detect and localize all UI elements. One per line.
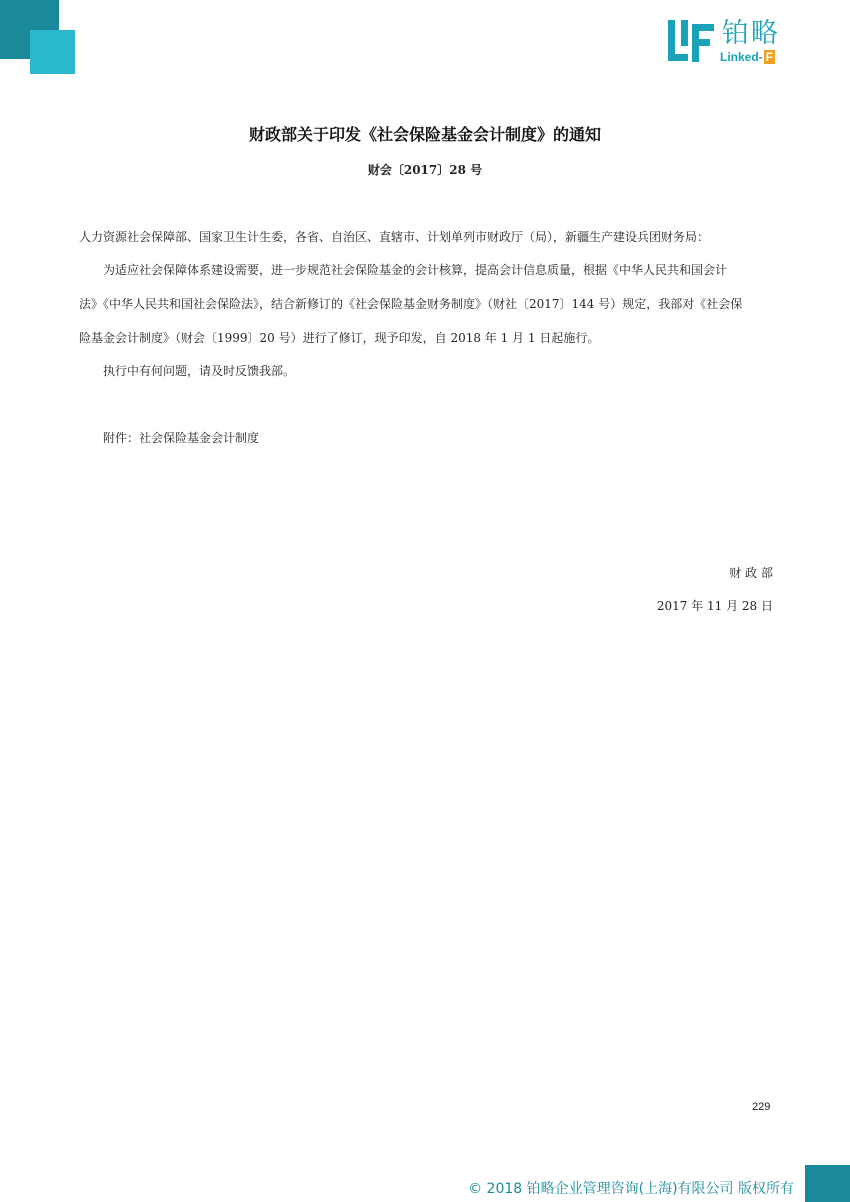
issuer-signature: 财 政 部 bbox=[729, 566, 773, 580]
footer-decoration-block bbox=[805, 1165, 850, 1202]
linked-f-logo bbox=[668, 18, 798, 68]
corner-decoration-light bbox=[30, 30, 75, 74]
issue-date: 2017 年 11 月 28 日 bbox=[656, 599, 773, 613]
page-number: 229 bbox=[752, 1101, 771, 1113]
logo-chinese-text: 铂略 bbox=[722, 18, 780, 49]
logo-english-suffix: F bbox=[765, 50, 774, 64]
body-line-1: 为适应社会保障体系建设需要，进一步规范社会保险基金的会计核算，提高会计信息质量，根据《中华人民共和国会计 bbox=[103, 263, 728, 277]
logo-english-prefix: Linked- bbox=[720, 50, 763, 64]
logo-english-text bbox=[720, 50, 775, 64]
attachment-line: 附件：社会保险基金会计制度 bbox=[103, 431, 260, 445]
document-number: 财会〔2017〕28 号 bbox=[367, 163, 483, 177]
document-title: 财政部关于印发《社会保险基金会计制度》的通知 bbox=[248, 125, 601, 144]
linked-f-logo-mark-icon bbox=[668, 20, 714, 62]
copyright-notice: © 2018 铂略企业管理咨询(上海)有限公司 版权所有 bbox=[468, 1181, 794, 1197]
body-line-2: 法》《中华人民共和国社会保险法》，结合新修订的《社会保险基金财务制度》（财社〔2017〕144 号）规定，我部对《社会保 bbox=[79, 297, 743, 311]
feedback-line: 执行中有何问题，请及时反馈我部。 bbox=[103, 364, 296, 378]
body-line-3: 险基金会计制度》（财会〔1999〕20 号）进行了修订，现予印发，自 2018 年 1 月 1 日起施行。 bbox=[79, 331, 600, 345]
addressee-line: 人力资源社会保障部、国家卫生计生委，各省、自治区、直辖市、计划单列市财政厅（局），新疆生产建设兵团财务局： bbox=[79, 230, 710, 244]
